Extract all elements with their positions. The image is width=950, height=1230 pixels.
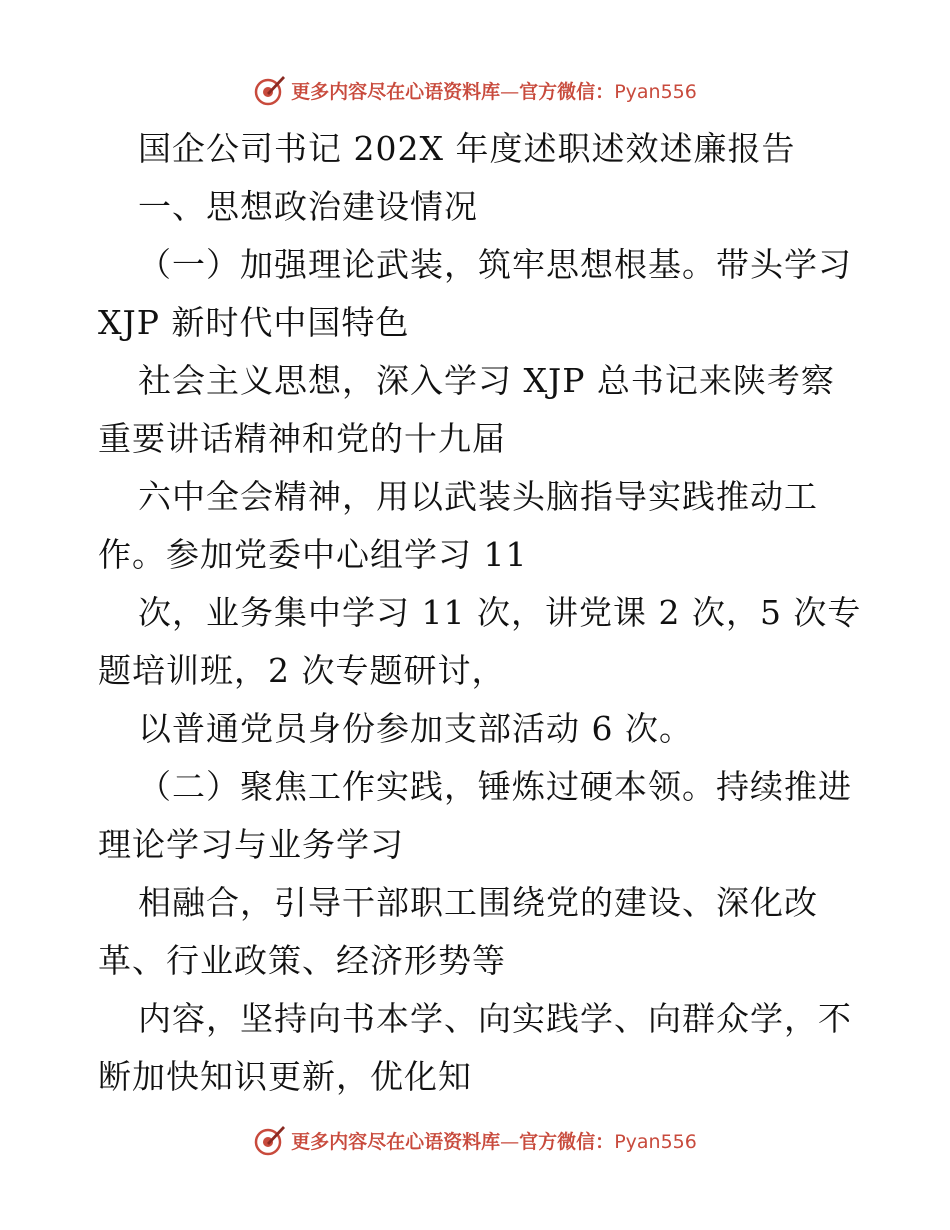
text-line: 以普通党员身份参加支部活动 6 次。 [138, 709, 693, 748]
text-line: 次，业务集中学习 11 次，讲党课 2 次，5 次专 [138, 593, 862, 632]
text-line: （一）加强理论武装，筑牢思想根基。带头学习 [138, 245, 852, 284]
footer-watermark [0, 1120, 950, 1160]
quill-logo-icon [253, 73, 287, 107]
text-line: 相融合，引导干部职工围绕党的建设、深化改 [138, 883, 818, 922]
text-line: 重要讲话精神和党的十九届 [98, 419, 506, 458]
text-line: 断加快知识更新，优化知 [98, 1057, 472, 1096]
text-line: 社会主义思想，深入学习 XJP 总书记来陕考察 [138, 361, 835, 400]
document-body [98, 120, 898, 1106]
text-line: 革、行业政策、经济形势等 [98, 941, 506, 980]
text-line: （二）聚焦工作实践，锤炼过硬本领。持续推进 [138, 767, 852, 806]
text-line: 理论学习与业务学习 [98, 825, 404, 864]
text-line: 作。参加党委中心组学习 11 [98, 535, 528, 574]
text-line: 题培训班，2 次专题研讨， [98, 651, 506, 690]
watermark-text: 更多内容尽在心语资料库—官方微信：Pyan556 [291, 80, 697, 103]
watermark-text: 更多内容尽在心语资料库—官方微信：Pyan556 [291, 1130, 697, 1153]
text-line: 六中全会精神，用以武装头脑指导实践推动工 [138, 477, 818, 516]
quill-logo-icon [253, 1123, 287, 1157]
text-line: 国企公司书记 202X 年度述职述效述廉报告 [138, 129, 796, 168]
header-watermark [0, 70, 950, 110]
text-line: 一、思想政治建设情况 [138, 187, 478, 226]
text-line: XJP 新时代中国特色 [98, 303, 410, 342]
text-line: 内容，坚持向书本学、向实践学、向群众学，不 [138, 999, 852, 1038]
